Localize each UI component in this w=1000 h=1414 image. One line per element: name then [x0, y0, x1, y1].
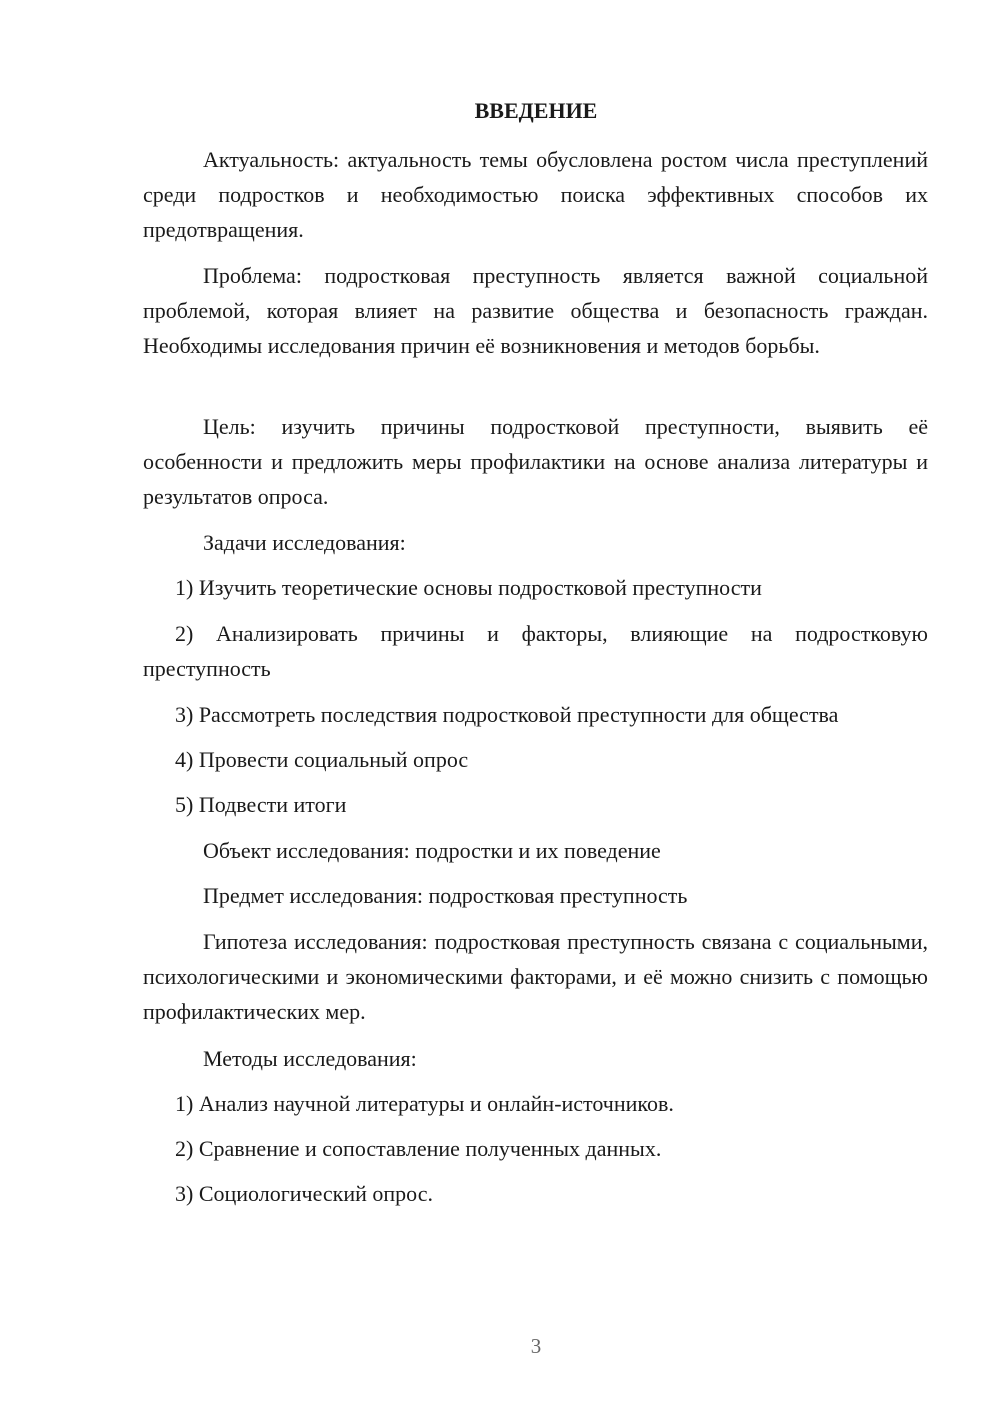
list-item-task-1: 1) Изучить теоретические основы подростковой преступности: [175, 575, 762, 600]
paragraph-subject: Предмет исследования: подростковая преступность: [203, 883, 688, 908]
methods-title: Методы исследования:: [203, 1046, 417, 1071]
tasks-title: Задачи исследования:: [203, 530, 406, 555]
paragraph-goal: Цель: изучить причины подростковой преступности, выявить её особенности и предложить меры профилактики на основе анализа литературы и результатов опроса.: [143, 414, 928, 509]
paragraph-object: Объект исследования: подростки и их поведение: [203, 838, 661, 863]
list-item-task-2: 2) Анализировать причины и факторы, влияющие на подростковую преступность: [143, 621, 928, 681]
list-item-task-4: 4) Провести социальный опрос: [175, 747, 469, 772]
list-item-method-2: 2) Сравнение и сопоставление полученных данных.: [175, 1136, 662, 1161]
list-item-method-3: 3) Социологический опрос.: [175, 1181, 433, 1206]
paragraph-problem: Проблема: подростковая преступность является важной социальной проблемой, которая влияет на развитие общества и безопасность граждан. Необходимы исследования причин её возникновения и методов борьбы.: [143, 263, 928, 358]
page-number: 3: [530, 1334, 542, 1358]
paragraph-relevance: Актуальность: актуальность темы обусловлена ростом числа преступлений среди подростков и необходимостью поиска эффективных способов их предотвращения.: [143, 147, 928, 242]
list-item-task-5: 5) Подвести итоги: [175, 792, 347, 817]
paragraph-hypothesis: Гипотеза исследования: подростковая преступность связана с социальными, психологическими и экономическими факторами, и её можно снизить с помощью профилактических мер.: [143, 929, 928, 1024]
section-heading: ВВЕДЕНИЕ: [474, 98, 598, 123]
list-item-method-1: 1) Анализ научной литературы и онлайн-источников.: [175, 1091, 674, 1116]
list-item-task-3: 3) Рассмотреть последствия подростковой преступности для общества: [175, 702, 839, 727]
